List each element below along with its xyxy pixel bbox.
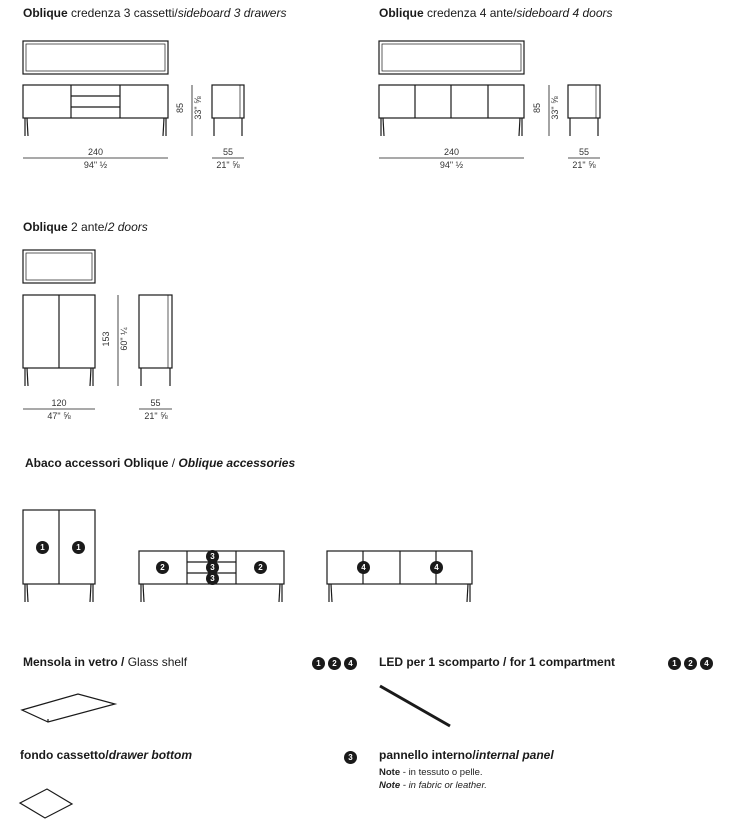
sideboard3-height-in: 33" ⅝ <box>193 96 203 120</box>
sideboard3-front-view <box>23 85 168 136</box>
led-bar-drawing <box>380 686 450 726</box>
sideboard4-top-view <box>379 41 524 74</box>
internal-panel-note-en: Note - in fabric or leather. <box>379 780 487 791</box>
marker-2-left: 2 <box>156 561 169 574</box>
marker-4-left: 4 <box>357 561 370 574</box>
sideboard3-title: Oblique credenza 3 cassetti/sideboard 3 drawers <box>23 6 287 20</box>
sideboard3-height-cm: 85 <box>175 103 185 114</box>
cabinet2-title: Oblique 2 ante/2 doors <box>23 220 148 234</box>
badge-4: 4 <box>344 657 357 670</box>
led-badges <box>665 655 713 673</box>
sideboard3-depth-in: 21" ⅝ <box>216 160 240 170</box>
cabinet2-width-cm: 120 <box>51 398 67 408</box>
cabinet2-height-in: 60" ¼ <box>119 327 129 351</box>
marker-1-left: 1 <box>36 541 49 554</box>
sideboard3-depth-cm: 55 <box>222 147 233 157</box>
internal-panel-note-it: Note - in tessuto o pelle. <box>379 767 483 778</box>
sideboard3-top-view <box>23 41 168 74</box>
cabinet2-top-view <box>23 250 95 283</box>
sideboard4-depth-in: 21" ⅝ <box>572 160 596 170</box>
sideboard3-width-cm: 240 <box>87 147 104 157</box>
cabinet2-width-in: 47" ⅝ <box>47 411 71 421</box>
sideboard4-height-in: 33" ⅝ <box>550 96 560 120</box>
sideboard4-front-view <box>379 85 524 136</box>
sideboard4-title: Oblique credenza 4 ante/sideboard 4 doors <box>379 6 613 20</box>
marker-3-middle: 3 <box>206 561 219 574</box>
led-label: LED per 1 scomparto / for 1 compartment <box>379 655 616 669</box>
badge-1: 1 <box>312 657 325 670</box>
badge-3: 3 <box>344 751 357 764</box>
badge-2: 2 <box>684 657 697 670</box>
sideboard3-side-view <box>212 85 244 136</box>
glass-shelf-drawing <box>22 694 115 722</box>
cabinet2-front-view <box>23 295 95 386</box>
accessories-title: Abaco accessori Oblique / Oblique accessories <box>25 456 296 470</box>
glass-shelf-label: Mensola in vetro / Glass shelf <box>23 655 188 669</box>
drawer-bottom-label: fondo cassetto/drawer bottom <box>20 748 193 762</box>
sideboard4-width-in: 94" ½ <box>439 160 464 170</box>
sideboard4-depth-cm: 55 <box>578 147 589 157</box>
sideboard4-width-cm: 240 <box>443 147 460 157</box>
cabinet2-side-view <box>139 295 172 386</box>
accessory-sideboard4 <box>327 551 472 602</box>
sideboard4-height-cm: 85 <box>532 103 542 114</box>
marker-3-bottom: 3 <box>206 572 219 585</box>
badge-4: 4 <box>700 657 713 670</box>
cabinet2-depth-in: 21" ⅝ <box>144 411 168 421</box>
drawer-bottom-badges <box>341 749 357 767</box>
marker-1-right: 1 <box>72 541 85 554</box>
marker-2-right: 2 <box>254 561 267 574</box>
accessory-cabinet <box>23 510 95 602</box>
drawer-bottom-drawing <box>20 789 72 818</box>
internal-panel-label: pannello interno/internal panel <box>379 748 554 762</box>
marker-4-right: 4 <box>430 561 443 574</box>
sideboard4-side-view <box>568 85 600 136</box>
sideboard3-width-in: 94" ½ <box>83 160 108 170</box>
badge-1: 1 <box>668 657 681 670</box>
marker-3-top: 3 <box>206 550 219 563</box>
cabinet2-height-cm: 153 <box>101 331 111 347</box>
glass-shelf-badges <box>309 655 357 673</box>
cabinet2-depth-cm: 55 <box>150 398 161 408</box>
badge-2: 2 <box>328 657 341 670</box>
